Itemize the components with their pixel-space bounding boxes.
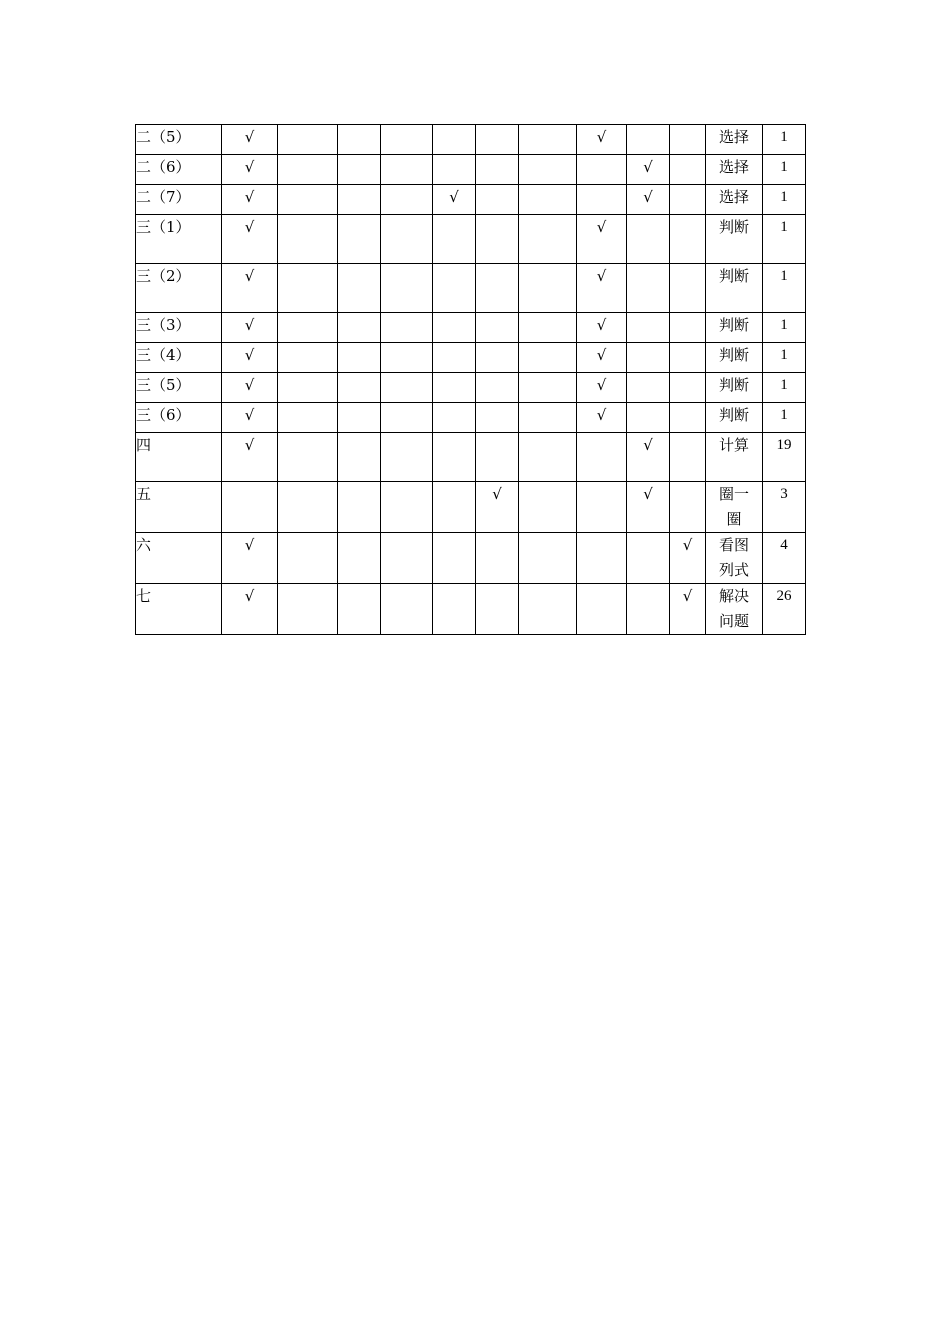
empty-cell bbox=[278, 533, 338, 584]
score-cell: 1 bbox=[763, 264, 806, 313]
empty-cell bbox=[670, 155, 706, 185]
score-cell: 26 bbox=[763, 584, 806, 635]
question-type: 判断 bbox=[718, 316, 749, 334]
question-type-cell bbox=[706, 264, 763, 313]
check-mark-cell: √ bbox=[627, 433, 670, 482]
empty-cell bbox=[476, 373, 519, 403]
table-row bbox=[136, 373, 806, 403]
empty-cell bbox=[338, 313, 381, 343]
empty-cell bbox=[577, 482, 627, 533]
check-mark-cell: √ bbox=[222, 433, 278, 482]
table-row bbox=[136, 584, 806, 635]
empty-cell bbox=[670, 313, 706, 343]
question-type: 选择 bbox=[718, 158, 749, 176]
empty-cell bbox=[381, 343, 433, 373]
question-type: 判断 bbox=[718, 218, 749, 236]
empty-cell bbox=[577, 185, 627, 215]
empty-cell bbox=[577, 433, 627, 482]
empty-cell bbox=[670, 185, 706, 215]
question-type-cell bbox=[706, 584, 763, 635]
empty-cell bbox=[627, 373, 670, 403]
empty-cell bbox=[381, 215, 433, 264]
empty-cell bbox=[627, 264, 670, 313]
table-row bbox=[136, 533, 806, 584]
score-cell: 19 bbox=[763, 433, 806, 482]
question-label: 三（6） bbox=[136, 403, 222, 433]
empty-cell bbox=[670, 373, 706, 403]
empty-cell bbox=[381, 584, 433, 635]
empty-cell bbox=[476, 215, 519, 264]
empty-cell bbox=[433, 215, 476, 264]
empty-cell bbox=[381, 155, 433, 185]
empty-cell bbox=[381, 403, 433, 433]
question-type-cell bbox=[706, 403, 763, 433]
question-type: 看图列式 bbox=[718, 536, 749, 579]
question-label: 五 bbox=[136, 482, 222, 533]
empty-cell bbox=[433, 264, 476, 313]
empty-cell bbox=[433, 373, 476, 403]
check-mark-cell: √ bbox=[577, 403, 627, 433]
question-type: 判断 bbox=[718, 267, 749, 285]
check-mark-cell: √ bbox=[670, 533, 706, 584]
check-mark-cell: √ bbox=[627, 185, 670, 215]
empty-cell bbox=[476, 343, 519, 373]
empty-cell bbox=[627, 343, 670, 373]
check-mark-cell: √ bbox=[577, 373, 627, 403]
empty-cell bbox=[627, 403, 670, 433]
question-label: 七 bbox=[136, 584, 222, 635]
question-type: 判断 bbox=[718, 346, 749, 364]
empty-cell bbox=[338, 125, 381, 155]
question-type: 圈一圈 bbox=[718, 485, 749, 528]
empty-cell bbox=[577, 584, 627, 635]
check-mark-cell: √ bbox=[222, 533, 278, 584]
question-type: 判断 bbox=[718, 376, 749, 394]
empty-cell bbox=[476, 185, 519, 215]
empty-cell bbox=[278, 185, 338, 215]
empty-cell bbox=[433, 155, 476, 185]
table-row bbox=[136, 125, 806, 155]
question-analysis-table bbox=[135, 124, 806, 635]
question-type-cell bbox=[706, 125, 763, 155]
empty-cell bbox=[381, 185, 433, 215]
question-label: 三（2） bbox=[136, 264, 222, 313]
check-mark-cell: √ bbox=[222, 373, 278, 403]
question-type-cell bbox=[706, 343, 763, 373]
question-type-cell bbox=[706, 373, 763, 403]
table-row bbox=[136, 343, 806, 373]
table-row bbox=[136, 185, 806, 215]
empty-cell bbox=[278, 313, 338, 343]
empty-cell bbox=[670, 125, 706, 155]
empty-cell bbox=[338, 403, 381, 433]
check-mark-cell: √ bbox=[577, 125, 627, 155]
score-cell: 1 bbox=[763, 373, 806, 403]
check-mark-cell: √ bbox=[222, 155, 278, 185]
empty-cell bbox=[433, 584, 476, 635]
question-type-cell bbox=[706, 313, 763, 343]
score-cell: 1 bbox=[763, 155, 806, 185]
check-mark-cell: √ bbox=[222, 264, 278, 313]
empty-cell bbox=[381, 373, 433, 403]
question-label: 三（1） bbox=[136, 215, 222, 264]
empty-cell bbox=[278, 403, 338, 433]
empty-cell bbox=[519, 533, 577, 584]
empty-cell bbox=[670, 482, 706, 533]
empty-cell bbox=[519, 215, 577, 264]
question-type-cell bbox=[706, 533, 763, 584]
table-row bbox=[136, 482, 806, 533]
check-mark-cell: √ bbox=[433, 185, 476, 215]
empty-cell bbox=[278, 584, 338, 635]
question-label: 二（7） bbox=[136, 185, 222, 215]
score-cell: 1 bbox=[763, 125, 806, 155]
table-row bbox=[136, 403, 806, 433]
table-row bbox=[136, 215, 806, 264]
check-mark-cell: √ bbox=[222, 584, 278, 635]
empty-cell bbox=[433, 403, 476, 433]
question-label: 三（4） bbox=[136, 343, 222, 373]
check-mark-cell: √ bbox=[627, 482, 670, 533]
check-mark-cell: √ bbox=[222, 313, 278, 343]
empty-cell bbox=[670, 433, 706, 482]
empty-cell bbox=[338, 433, 381, 482]
empty-cell bbox=[577, 155, 627, 185]
empty-cell bbox=[670, 264, 706, 313]
question-type-cell bbox=[706, 482, 763, 533]
empty-cell bbox=[381, 482, 433, 533]
empty-cell bbox=[519, 155, 577, 185]
empty-cell bbox=[519, 264, 577, 313]
empty-cell bbox=[433, 533, 476, 584]
empty-cell bbox=[476, 125, 519, 155]
score-cell: 1 bbox=[763, 343, 806, 373]
empty-cell bbox=[278, 155, 338, 185]
empty-cell bbox=[278, 343, 338, 373]
check-mark-cell: √ bbox=[577, 343, 627, 373]
empty-cell bbox=[519, 125, 577, 155]
empty-cell bbox=[476, 403, 519, 433]
empty-cell bbox=[433, 313, 476, 343]
empty-cell bbox=[476, 584, 519, 635]
question-label: 三（5） bbox=[136, 373, 222, 403]
empty-cell bbox=[338, 264, 381, 313]
empty-cell bbox=[381, 313, 433, 343]
question-type: 选择 bbox=[718, 128, 749, 146]
score-cell: 4 bbox=[763, 533, 806, 584]
empty-cell bbox=[519, 403, 577, 433]
empty-cell bbox=[278, 373, 338, 403]
empty-cell bbox=[338, 584, 381, 635]
table-row bbox=[136, 264, 806, 313]
empty-cell bbox=[433, 433, 476, 482]
empty-cell bbox=[338, 482, 381, 533]
empty-cell bbox=[577, 533, 627, 584]
check-mark-cell: √ bbox=[222, 215, 278, 264]
empty-cell bbox=[381, 125, 433, 155]
empty-cell bbox=[381, 433, 433, 482]
question-label: 三（3） bbox=[136, 313, 222, 343]
empty-cell bbox=[519, 343, 577, 373]
question-type-cell bbox=[706, 215, 763, 264]
empty-cell bbox=[670, 215, 706, 264]
question-label: 四 bbox=[136, 433, 222, 482]
table-body bbox=[136, 125, 806, 635]
empty-cell bbox=[381, 264, 433, 313]
check-mark-cell: √ bbox=[577, 313, 627, 343]
empty-cell bbox=[519, 482, 577, 533]
check-mark-cell: √ bbox=[476, 482, 519, 533]
empty-cell bbox=[627, 313, 670, 343]
question-type-cell bbox=[706, 155, 763, 185]
empty-cell bbox=[433, 343, 476, 373]
question-type: 判断 bbox=[718, 406, 749, 424]
check-mark-cell: √ bbox=[670, 584, 706, 635]
empty-cell bbox=[476, 313, 519, 343]
empty-cell bbox=[338, 215, 381, 264]
empty-cell bbox=[433, 482, 476, 533]
empty-cell bbox=[627, 125, 670, 155]
empty-cell bbox=[381, 533, 433, 584]
question-type-cell bbox=[706, 433, 763, 482]
score-cell: 1 bbox=[763, 215, 806, 264]
empty-cell bbox=[278, 482, 338, 533]
check-mark-cell: √ bbox=[627, 155, 670, 185]
check-mark-cell: √ bbox=[222, 185, 278, 215]
empty-cell bbox=[627, 533, 670, 584]
empty-cell bbox=[476, 264, 519, 313]
question-label: 二（6） bbox=[136, 155, 222, 185]
empty-cell bbox=[519, 313, 577, 343]
question-type: 计算 bbox=[718, 436, 749, 454]
table-row bbox=[136, 155, 806, 185]
empty-cell bbox=[627, 215, 670, 264]
empty-cell bbox=[278, 433, 338, 482]
score-cell: 1 bbox=[763, 185, 806, 215]
empty-cell bbox=[670, 343, 706, 373]
empty-cell bbox=[519, 584, 577, 635]
table-row bbox=[136, 433, 806, 482]
check-mark-cell: √ bbox=[577, 264, 627, 313]
empty-cell bbox=[338, 533, 381, 584]
empty-cell bbox=[278, 125, 338, 155]
empty-cell bbox=[278, 264, 338, 313]
question-label: 二（5） bbox=[136, 125, 222, 155]
check-mark-cell: √ bbox=[222, 403, 278, 433]
empty-cell bbox=[519, 185, 577, 215]
empty-cell bbox=[222, 482, 278, 533]
empty-cell bbox=[338, 155, 381, 185]
empty-cell bbox=[476, 433, 519, 482]
empty-cell bbox=[670, 403, 706, 433]
table-row bbox=[136, 313, 806, 343]
score-cell: 1 bbox=[763, 313, 806, 343]
score-cell: 1 bbox=[763, 403, 806, 433]
question-type: 选择 bbox=[718, 188, 749, 206]
empty-cell bbox=[338, 185, 381, 215]
question-type: 解决问题 bbox=[718, 587, 749, 630]
empty-cell bbox=[627, 584, 670, 635]
check-mark-cell: √ bbox=[577, 215, 627, 264]
empty-cell bbox=[278, 215, 338, 264]
check-mark-cell: √ bbox=[222, 125, 278, 155]
empty-cell bbox=[519, 373, 577, 403]
empty-cell bbox=[338, 373, 381, 403]
empty-cell bbox=[433, 125, 476, 155]
empty-cell bbox=[519, 433, 577, 482]
question-label: 六 bbox=[136, 533, 222, 584]
empty-cell bbox=[338, 343, 381, 373]
question-type-cell bbox=[706, 185, 763, 215]
score-cell: 3 bbox=[763, 482, 806, 533]
check-mark-cell: √ bbox=[222, 343, 278, 373]
empty-cell bbox=[476, 533, 519, 584]
empty-cell bbox=[476, 155, 519, 185]
